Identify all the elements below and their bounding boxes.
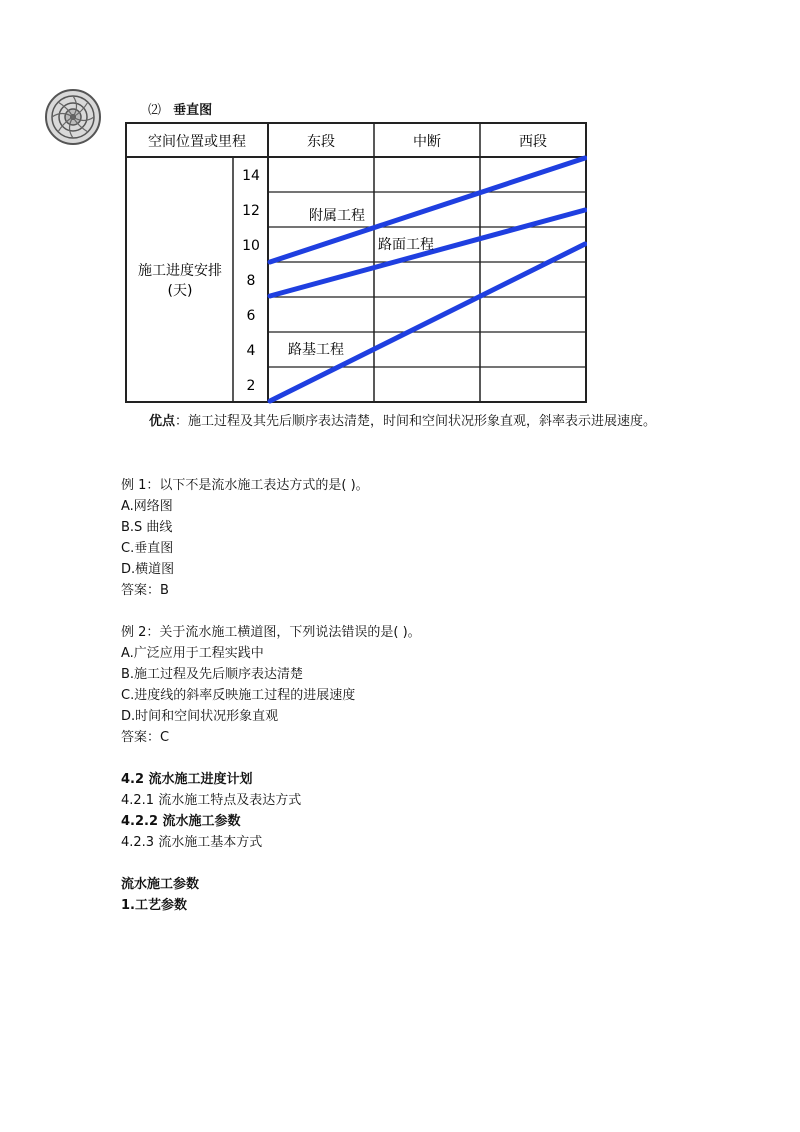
tick-label: 4 — [246, 343, 256, 359]
toc-heading-4-2: 4.2 流水施工进度计划 — [121, 772, 253, 787]
tick-label: 8 — [246, 273, 256, 289]
example1-question: 例 1：以下不是流水施工表达方式的是( )。 — [121, 478, 369, 493]
segment-west: 西段 — [519, 134, 547, 150]
section-title-params: 流水施工参数 — [121, 877, 200, 892]
example1-option-c: C.垂直图 — [121, 541, 174, 556]
tick-label: 6 — [246, 308, 256, 324]
section-number: ⑵ — [148, 103, 162, 118]
section-heading — [148, 99, 212, 118]
line-label-luji: 路基工程 — [288, 342, 344, 358]
row-label-line1: 施工进度安排 — [138, 263, 222, 279]
toc-item-4-2-2: 4.2.2 流水施工参数 — [121, 814, 241, 829]
segment-middle: 中断 — [413, 134, 441, 150]
line-label-lumian: 路面工程 — [378, 237, 434, 253]
advantages-text: ：施工过程及其先后顺序表达清楚，时间和空间状况形象直观，斜率表示进展速度。 — [175, 414, 657, 429]
toc-item-4-2-1: 4.2.1 流水施工特点及表达方式 — [121, 793, 302, 808]
example1-option-d: D.横道图 — [121, 562, 175, 577]
segment-east: 东段 — [307, 134, 335, 150]
subsection-title: 1.工艺参数 — [121, 898, 187, 913]
row-label-line2: (天) — [167, 283, 193, 299]
vertical-schedule-diagram — [125, 122, 587, 404]
example2-option-b: B.施工过程及先后顺序表达清楚 — [121, 667, 304, 682]
toc-item-4-2-3: 4.2.3 流水施工基本方式 — [121, 835, 263, 850]
example2-question: 例 2：关于流水施工横道图，下列说法错误的是( )。 — [121, 625, 421, 640]
tick-label: 10 — [242, 238, 260, 254]
tick-label: 2 — [246, 378, 256, 394]
example1-option-b: B.S 曲线 — [121, 520, 173, 535]
advantages-label: 优点 — [149, 414, 176, 429]
example2-option-a: A.广泛应用于工程实践中 — [121, 646, 264, 661]
example2-option-d: D.时间和空间状况形象直观 — [121, 709, 279, 724]
tick-label: 14 — [242, 168, 260, 184]
advantages-paragraph — [121, 411, 681, 432]
section-title: 垂直图 — [173, 103, 213, 118]
example1-answer: 答案：B — [121, 583, 169, 598]
line-label-fushu: 附属工程 — [309, 208, 365, 224]
logo-seal-icon — [44, 88, 102, 146]
example2-option-c: C.进度线的斜率反映施工过程的进展速度 — [121, 688, 356, 703]
header-label: 空间位置或里程 — [148, 134, 246, 150]
example2-answer: 答案：C — [121, 730, 170, 745]
example1-option-a: A.网络图 — [121, 499, 173, 514]
tick-label: 12 — [242, 203, 260, 219]
